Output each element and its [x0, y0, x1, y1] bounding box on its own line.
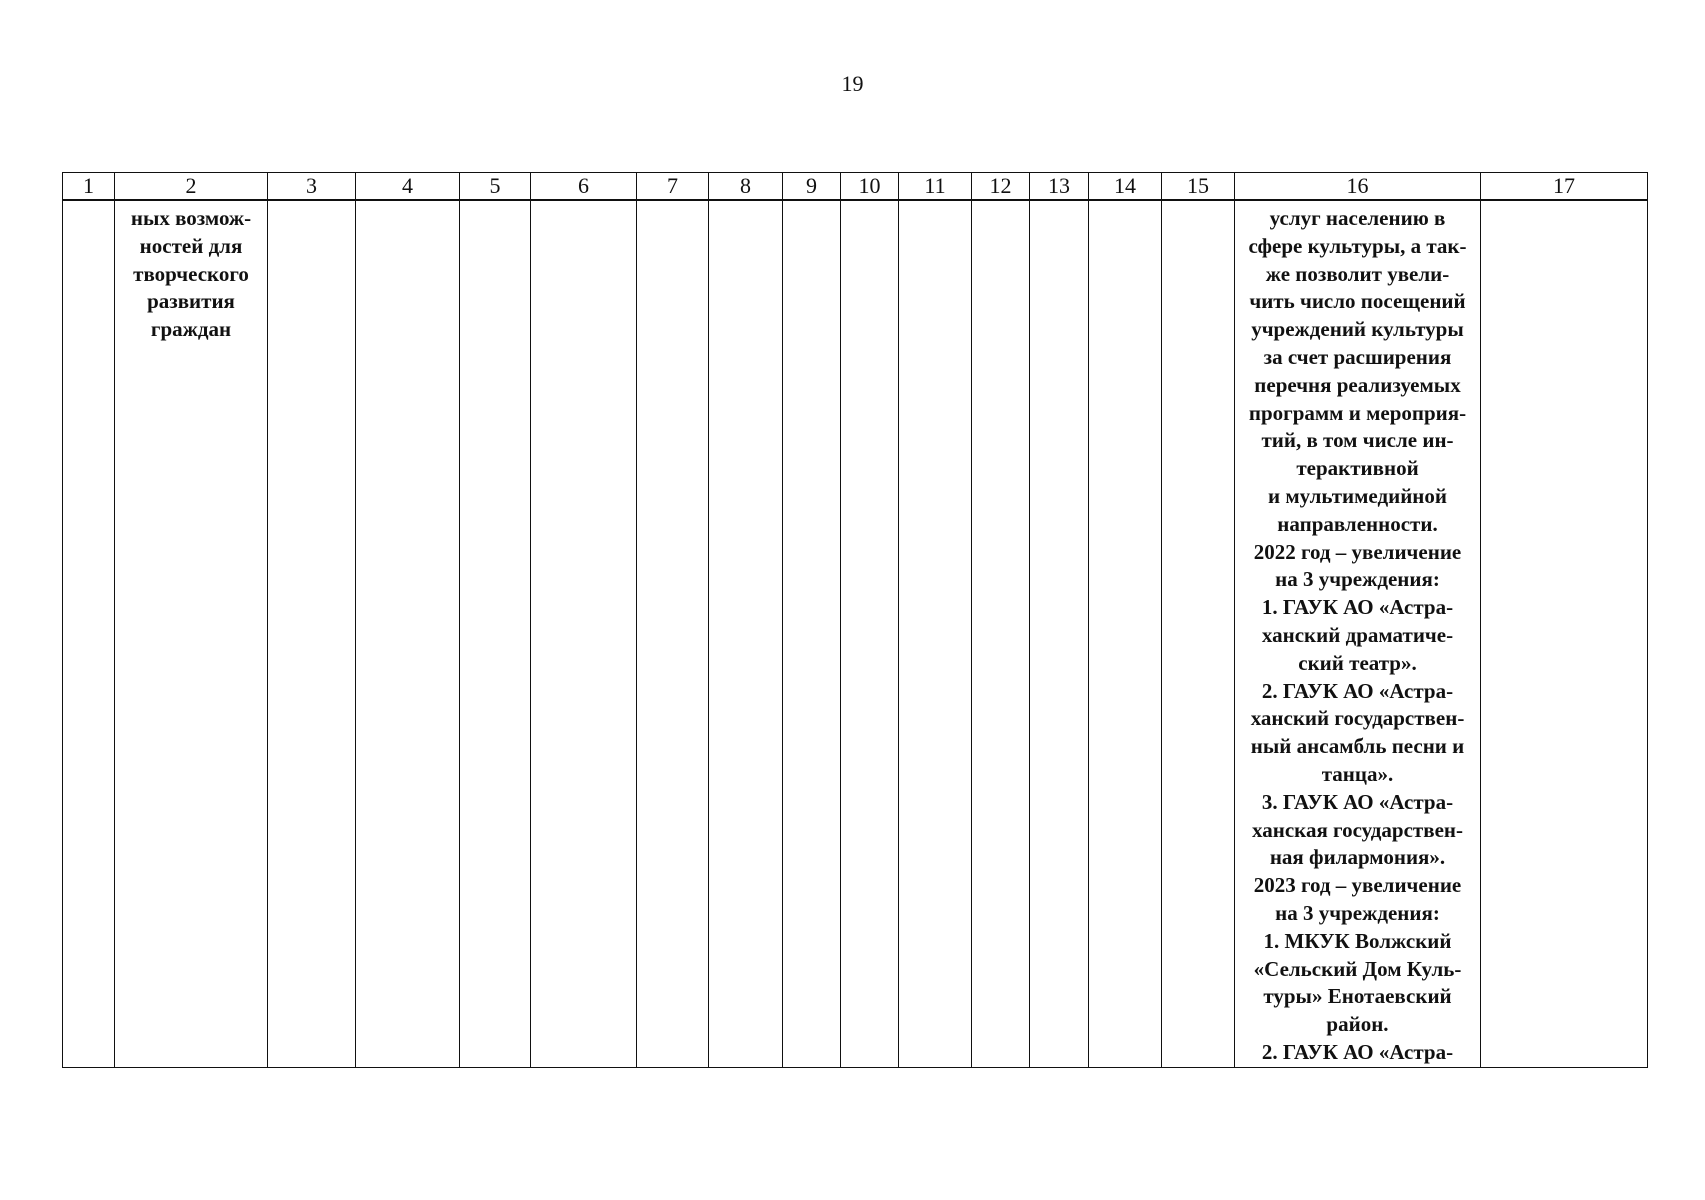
column-header: 16	[1235, 173, 1481, 201]
table-cell	[356, 200, 460, 1067]
table-cell	[841, 200, 899, 1067]
table-cell-col16	[1235, 200, 1481, 1067]
text-line: танца».	[1321, 761, 1394, 786]
text-line: развития	[147, 289, 235, 314]
col2-text	[115, 201, 267, 344]
table-cell	[1481, 200, 1648, 1067]
text-line: ханский государствен-	[1250, 706, 1465, 731]
text-line: чить число посещений	[1249, 289, 1466, 314]
text-line: 2. ГАУК АО «Астра-	[1261, 678, 1454, 703]
text-line: учреждений культуры	[1251, 317, 1464, 342]
text-line: перечня реализуемых	[1254, 372, 1461, 397]
document-table	[62, 172, 1648, 1068]
text-line: ский театр».	[1298, 650, 1417, 675]
table-cell	[1089, 200, 1162, 1067]
text-line: же позволит увели-	[1265, 261, 1450, 286]
table-cell	[972, 200, 1030, 1067]
table-cell	[899, 200, 972, 1067]
column-header: 7	[637, 173, 709, 201]
text-line: на 3 учреждения:	[1275, 567, 1440, 592]
text-line: ностей для	[139, 233, 243, 258]
column-header: 10	[841, 173, 899, 201]
column-header: 12	[972, 173, 1030, 201]
column-header: 3	[268, 173, 356, 201]
text-line: район.	[1326, 1012, 1389, 1037]
table-cell	[709, 200, 783, 1067]
column-header: 1	[63, 173, 115, 201]
table-row	[63, 200, 1648, 1067]
column-header: 2	[115, 173, 268, 201]
text-line: 1. МКУК Волжский	[1263, 928, 1452, 953]
text-line: творческого	[133, 261, 249, 286]
col16-text	[1235, 201, 1480, 1067]
page-number: 19	[841, 71, 864, 96]
column-header: 17	[1481, 173, 1648, 201]
table-cell	[460, 200, 531, 1067]
text-line: ханская государствен-	[1252, 817, 1463, 842]
table-cell	[531, 200, 637, 1067]
text-line: 2. ГАУК АО «Астра-	[1261, 1039, 1454, 1064]
table-cell	[637, 200, 709, 1067]
text-line: ных возмож-	[130, 206, 252, 230]
column-header: 9	[783, 173, 841, 201]
column-header: 11	[899, 173, 972, 201]
table-cell-col2	[115, 200, 268, 1067]
table-header-row	[63, 173, 1648, 201]
text-line: 1. ГАУК АО «Астра-	[1261, 595, 1454, 620]
column-header: 4	[356, 173, 460, 201]
table-cell	[63, 200, 115, 1067]
column-header: 8	[709, 173, 783, 201]
text-line: сфере культуры, а так-	[1248, 233, 1467, 258]
text-line: тий, в том числе ин-	[1261, 428, 1454, 453]
text-line: терактивной	[1296, 456, 1419, 481]
text-line: направленности.	[1277, 511, 1438, 536]
column-header: 14	[1089, 173, 1162, 201]
text-line: граждан	[150, 317, 232, 342]
text-line: и мультимедийной	[1267, 483, 1447, 508]
table-cell	[1162, 200, 1235, 1067]
text-line: «Сельский Дом Куль-	[1253, 956, 1462, 981]
column-header: 15	[1162, 173, 1235, 201]
table-cell	[268, 200, 356, 1067]
column-header: 13	[1030, 173, 1089, 201]
text-line: на 3 учреждения:	[1275, 900, 1440, 925]
text-line: программ и мероприя-	[1248, 400, 1467, 425]
text-line: 2022 год – увеличение	[1253, 539, 1462, 564]
text-line: услуг населению в	[1269, 206, 1446, 230]
text-line: за счет расширения	[1263, 344, 1452, 369]
table-cell	[1030, 200, 1089, 1067]
text-line: туры» Енотаевский	[1263, 984, 1452, 1009]
text-line: 3. ГАУК АО «Астра-	[1261, 789, 1454, 814]
column-header: 5	[460, 173, 531, 201]
text-line: ный ансамбль песни и	[1250, 734, 1465, 759]
text-line: ная филармония».	[1269, 845, 1446, 870]
column-header: 6	[531, 173, 637, 201]
text-line: ханский драматиче-	[1261, 622, 1454, 647]
text-line: 2023 год – увеличение	[1253, 873, 1462, 898]
table-cell	[783, 200, 841, 1067]
